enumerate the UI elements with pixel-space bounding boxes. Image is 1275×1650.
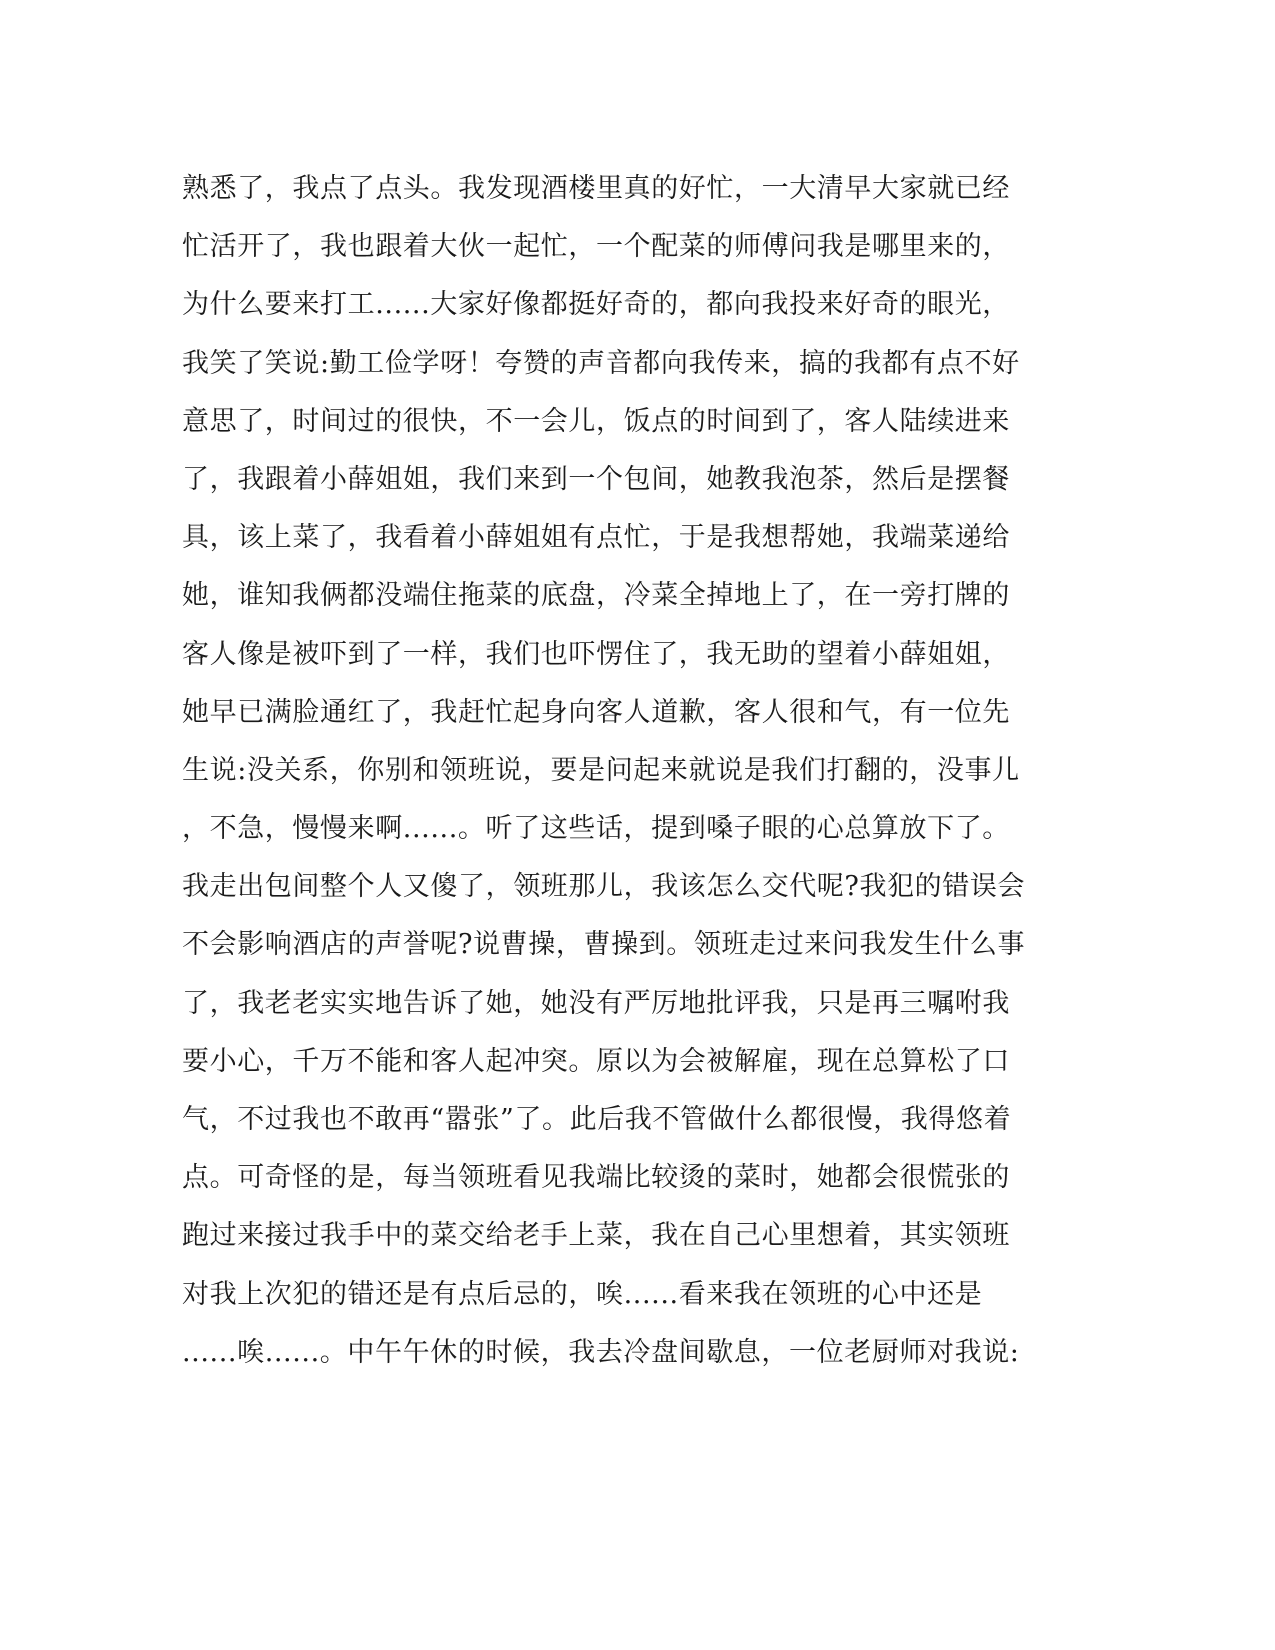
text-line: 具，该上菜了，我看着小薛姐姐有点忙，于是我想帮她，我端菜递给 [182,522,1010,554]
text-line: 不会影响酒店的声誉呢?说曹操，曹操到。领班走过来问我发生什么事 [182,929,1026,961]
text-line: 气，不过我也不敢再“嚣张”了。此后我不管做什么都很慢，我得悠着 [182,1104,1012,1135]
text-line: 点。可奇怪的是，每当领班看见我端比较烫的菜时，她都会很慌张的 [182,1162,1010,1194]
text-line: 了，我跟着小薛姐姐，我们来到一个包间，她教我泡茶，然后是摆餐 [182,463,1010,495]
text-line: 她，谁知我俩都没端住拖菜的底盘，冷菜全掉地上了，在一旁打牌的 [182,580,1010,612]
text-line: 了，我老老实实地告诉了她，她没有严厉地批评我，只是再三嘱咐我 [182,987,1010,1019]
text-line: 我走出包间整个人又傻了，领班那儿，我该怎么交代呢?我犯的错误会 [182,871,1026,903]
text-line: 生说:没关系，你别和领班说，要是问起来就说是我们打翻的，没事儿 [182,754,1020,786]
body-text [182,160,1042,1382]
text-line: ，不急，慢慢来啊......。听了这些话，提到嗓子眼的心总算放下了。 [182,813,1010,845]
text-line: 熟悉了，我点了点头。我发现酒楼里真的好忙，一大清早大家就已经 [182,173,1010,204]
text-line: 要小心，千万不能和客人起冲突。原以为会被解雇，现在总算松了口 [182,1045,1010,1077]
text-line: 我笑了笑说:勤工俭学呀！夸赞的声音都向我传来，搞的我都有点不好 [182,347,1020,379]
text-line: 忙活开了，我也跟着大伙一起忙，一个配菜的师傅问我是哪里来的， [182,231,1010,263]
text-line: 客人像是被吓到了一样，我们也吓愣住了，我无助的望着小薛姐姐， [182,638,1010,670]
text-line: ......唉......。中午午休的时候，我去冷盘间歇息，一位老厨师对我说: [182,1336,1020,1368]
text-line: 为什么要来打工......大家好像都挺好奇的，都向我投来好奇的眼光， [182,289,1010,321]
text-line: 意思了，时间过的很快，不一会儿，饭点的时间到了，客人陆续进来 [182,405,1010,437]
text-line: 对我上次犯的错还是有点后忌的，唉......看来我在领班的心中还是 [182,1278,983,1310]
text-line: 跑过来接过我手中的菜交给老手上菜，我在自己心里想着，其实领班 [182,1220,1010,1252]
text-line: 她早已满脸通红了，我赶忙起身向客人道歉，客人很和气，有一位先 [182,696,1010,728]
